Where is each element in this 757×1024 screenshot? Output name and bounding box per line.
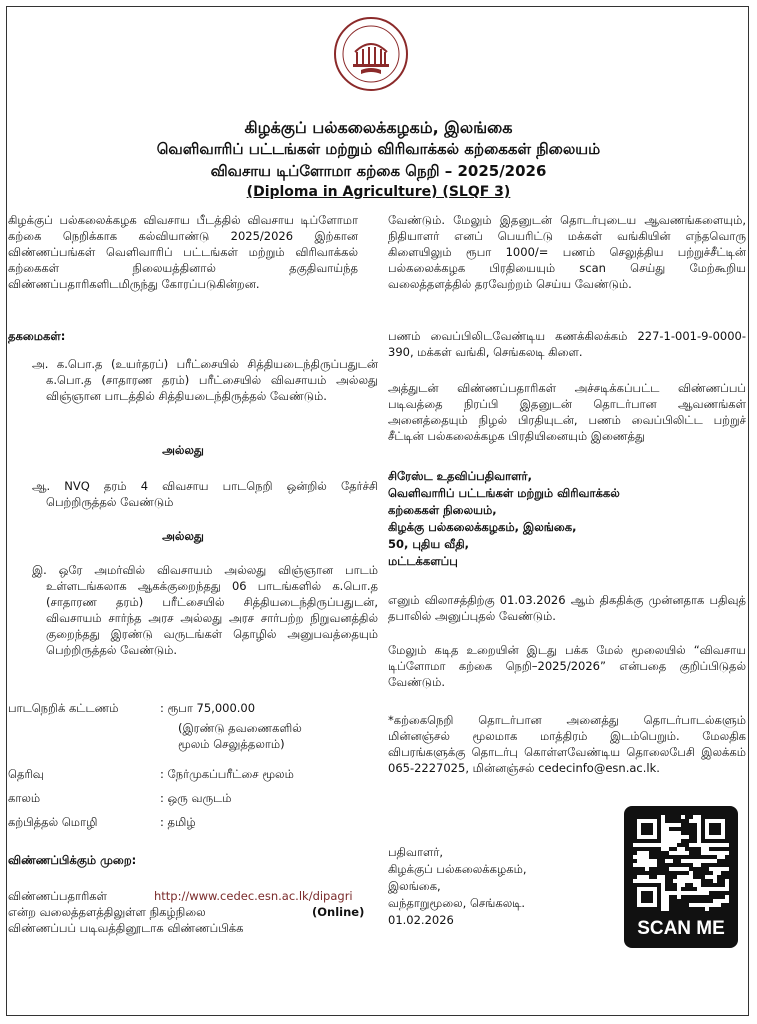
qualification-a: அ. க.பொ.த (உயர்தரப்) பரீட்சையில் சித்தியடைந்திருப்பதுடன் க.பொ.த (சாதாரண தரம்) பரீட்சையில் விவசாயம் அல்லது விஞ்ஞான பாடத்தில் சித்தியடைந்திருத்தல் வேண்டும். bbox=[32, 357, 378, 403]
selection-label: தெரிவு bbox=[8, 767, 44, 781]
medium-value: : தமிழ் bbox=[160, 815, 196, 829]
apply-online: (Online) bbox=[312, 905, 365, 919]
qr-pattern bbox=[633, 815, 729, 911]
course-english-title: (Diploma in Agriculture) (SLQF 3) bbox=[246, 184, 511, 200]
signature-date: 01.02.2026 bbox=[388, 913, 454, 927]
address-block bbox=[388, 468, 746, 570]
duration-value: : ஒரு வருடம் bbox=[160, 791, 232, 805]
apply-paragraph bbox=[8, 888, 365, 936]
address-line-5: 50, புதிய வீதி, bbox=[388, 537, 470, 551]
address-line-4: கிழக்கு பல்கலைக்கழகம், இலங்கை, bbox=[388, 520, 577, 534]
envelope-paragraph: மேலும் கடித உறையின் இடது பக்க மேல் மூலையில் “விவசாய டிப்ளோமா கற்கை நெறி–2025/2026” என்பதை குறிப்பிடுதல் வேண்டும். bbox=[388, 643, 746, 689]
intro-paragraph: கிழக்குப் பல்கலைக்கழக விவசாய பீடத்தில் விவசாய டிப்ளோமா கற்கை நெறிக்காக கல்வியாண்டு 2025/2026 இற்கான விண்ணப்பங்கள் வெளிவாரிப் பட்டங்கள் மற்றும் விரிவாக்கல் கற்கைகள் நிலையத்தினால் தகுதிவாய்ந்த விண்ணப்பதாரிகளிடமிருந்து கோரப்படுகின்றன. bbox=[8, 213, 358, 291]
university-title: கிழக்குப் பல்கலைக்கழகம், இலங்கை bbox=[244, 118, 513, 137]
fee-note-2: மூலம் செலுத்தலாம்) bbox=[178, 737, 285, 751]
qualification-c: இ. ஒரே அமர்வில் விவசாயம் அல்லது விஞ்ஞான பாடம் உள்ளடங்கலாக ஆகக்குறைந்தது 06 பாடங்களில் க.பொ.த (சாதாரண தரம்) பரீட்சையில் சித்தியடைந்திருப்பதுடன், விவசாயம் சார்ந்த அரச அல்லது அரச சார்பற்ற நிறுவனத்தில் குறைந்தது இரண்டு வருடங்கள் தொழில் அனுபவத்தையும் பெற்றிருத்தல் வேண்டும். bbox=[32, 563, 378, 657]
address-line-3: கற்கைகள் நிலையம், bbox=[388, 503, 497, 517]
medium-row bbox=[8, 814, 358, 830]
signature-line-2: கிழக்குப் பல்கலைக்கழகம், bbox=[388, 862, 527, 876]
apply-end: விண்ணப்பப் படிவத்தினூடாக விண்ணப்பிக்க bbox=[8, 921, 244, 935]
course-title: விவசாய டிப்ளோமா கற்கை நெறி – 2025/2026 bbox=[210, 162, 547, 180]
application-link[interactable]: http://www.cedec.esn.ac.lk/dipagri bbox=[154, 889, 353, 903]
fee-value: : ரூபா 75,000.00 bbox=[160, 701, 256, 715]
address-line-2: வெளிவாரிப் பட்டங்கள் மற்றும் விரிவாக்கல் bbox=[388, 486, 620, 500]
university-logo bbox=[333, 16, 409, 92]
deadline-paragraph: எனும் விலாசத்திற்கு 01.03.2026 ஆம் திகதிக்கு முன்னதாக பதிவுத் தபாலில் அனுப்புதல் வேண்டும். bbox=[388, 593, 746, 623]
address-line-6: மட்டக்களப்பு bbox=[388, 554, 458, 568]
qr-code-panel[interactable] bbox=[624, 806, 738, 948]
centre-title: வெளிவாரிப் பட்டங்கள் மற்றும் விரிவாக்கல் கற்கைகள் நிலையம் bbox=[156, 140, 601, 158]
or-label-1: அல்லது bbox=[162, 443, 204, 457]
qualifications-heading: தகமைகள்: bbox=[8, 329, 66, 343]
selection-value: : நேர்முகப்பரீட்சை மூலம் bbox=[160, 767, 294, 781]
signature-line-1: பதிவாளர், bbox=[388, 845, 444, 859]
apply-heading: விண்ணப்பிக்கும் முறை: bbox=[8, 853, 137, 867]
contact-paragraph: *கற்கைநெறி தொடர்பான அனைத்து தொடர்பாடல்களும் மின்னஞ்சல் மூலமாக மாத்திரம் இடம்பெறும். மேலதிக விபரங்களுக்கு தொடர்பு கொள்ளவேண்டிய தொலைபேசி இலக்கம் 065-2227025, மின்னஞ்சல் cedecinfo@esn.ac.lk. bbox=[388, 713, 746, 775]
duration-label: காலம் bbox=[8, 791, 41, 805]
or-label-2: அல்லது bbox=[162, 529, 204, 543]
account-paragraph: பணம் வைப்பிலிடவேண்டிய கணக்கிலக்கம் 227-1-001-9-0000-390, மக்கள் வங்கி, செங்கலடி கிளை. bbox=[388, 329, 746, 359]
documents-paragraph: அத்துடன் விண்ணப்பதாரிகள் அச்சடிக்கப்பட்ட விண்ணப்பப் படிவத்தை நிரப்பி இதனுடன் தொடர்பான ஆவணங்கள் அனைத்தையும் நிழல் பிரதியுடன், பணம் வைப்பிலிட்ட பற்றுச் சீட்டின் பல்கலைக்கழக பிரதியினையும் இணைத்து bbox=[388, 381, 746, 443]
fee-label: பாடநெறிக் கட்டணம் bbox=[8, 701, 119, 715]
duration-row bbox=[8, 790, 358, 806]
apply-prefix: விண்ணப்பதாரிகள் bbox=[8, 889, 107, 903]
signature-block bbox=[388, 844, 618, 929]
address-line-1: சிரேஸ்ட உதவிப்பதிவாளர், bbox=[388, 469, 532, 483]
fee-row bbox=[8, 700, 358, 752]
payment-paragraph: வேண்டும். மேலும் இதனுடன் தொடர்புடைய ஆவணங்களையும், நிதியாளர் எனப் பெயரிட்டு மக்கள் வங்கியின் எந்தவொரு கிளையிலும் ரூபா 1000/= பணம் செலுத்திய பற்றுச்சீட்டின் பல்கலைக்கழக பிரதியையும் scan செய்து மேற்கூறிய வலைத்தளத்தில் தரவேற்றம் செய்ய வேண்டும். bbox=[388, 213, 746, 291]
qr-code-icon bbox=[633, 815, 729, 911]
qualification-b: ஆ. NVQ தரம் 4 விவசாய பாடநெறி ஒன்றில் தேர்ச்சி பெற்றிருத்தல் வேண்டும் bbox=[32, 479, 378, 509]
selection-row bbox=[8, 766, 358, 782]
medium-label: கற்பித்தல் மொழி bbox=[8, 815, 98, 829]
apply-mid: என்ற வலைத்தளத்திலுள்ள நிகழ்நிலை bbox=[8, 905, 206, 919]
scan-me-label: SCAN ME bbox=[637, 918, 725, 939]
signature-line-4: வந்தாறுமூலை, செங்கலடி. bbox=[388, 896, 526, 910]
signature-line-3: இலங்கை, bbox=[388, 879, 441, 893]
fee-note-1: (இரண்டு தவணைகளில் bbox=[178, 721, 302, 735]
